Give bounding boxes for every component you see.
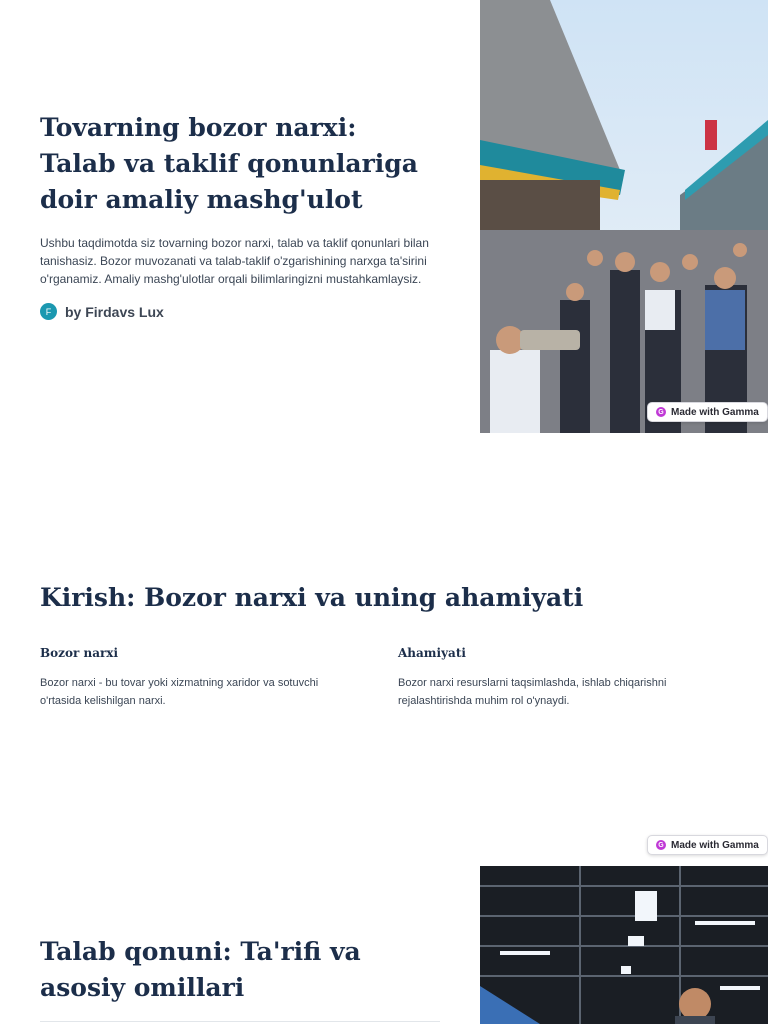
column-heading: Bozor narxi [40,646,118,660]
market-photo [480,0,768,433]
slide-lead: Ushbu taqdimotda siz tovarning bozor narxi, talab va taklif qonunlari bilan tanishasiz. Bozor muvozanati va talab-taklif o'zgarishining narxga ta'sirini o'rganamiz. Amaliy mashg'ulotlar orqali bilimlaringizni mustahkamlaysiz. [40,236,429,286]
made-with-gamma-badge[interactable] [647,835,768,855]
author-byline [40,303,164,320]
avatar: F [40,303,57,320]
market-illustration [480,0,768,433]
column-market-price [40,646,350,710]
slide-title: Kirish: Bozor narxi va uning ahamiyati [40,583,584,612]
divider [40,1021,440,1022]
gamma-logo-icon: G [656,840,666,850]
intro-slide [0,560,768,720]
slide-title: Tovarning bozor narxi: Talab va taklif qonunlariga doir amaliy mashg'ulot [40,113,418,214]
column-heading: Ahamiyati [398,646,466,660]
column-importance [398,646,708,710]
column-text: Bozor narxi - bu tovar yoki xizmatning xaridor va sotuvchi o'rtasida kelishilgan narxi. [40,677,319,707]
column-text: Bozor narxi resurslarni taqsimlashda, ishlab chiqarishni rejalashtirishda muhim rol o'ynaydi. [398,677,667,707]
title-slide [0,0,768,433]
badge-label: Made with Gamma [671,406,759,418]
author-name: by Firdavs Lux [65,303,164,320]
warehouse-illustration [480,866,768,1024]
slide-title: Talab qonuni: Ta'rifi va asosiy omillari [40,937,361,1002]
made-with-gamma-badge[interactable] [647,402,768,422]
warehouse-photo [480,866,768,1024]
badge-label: Made with Gamma [671,839,759,851]
demand-law-slide [0,866,768,1024]
gamma-logo-icon: G [656,407,666,417]
